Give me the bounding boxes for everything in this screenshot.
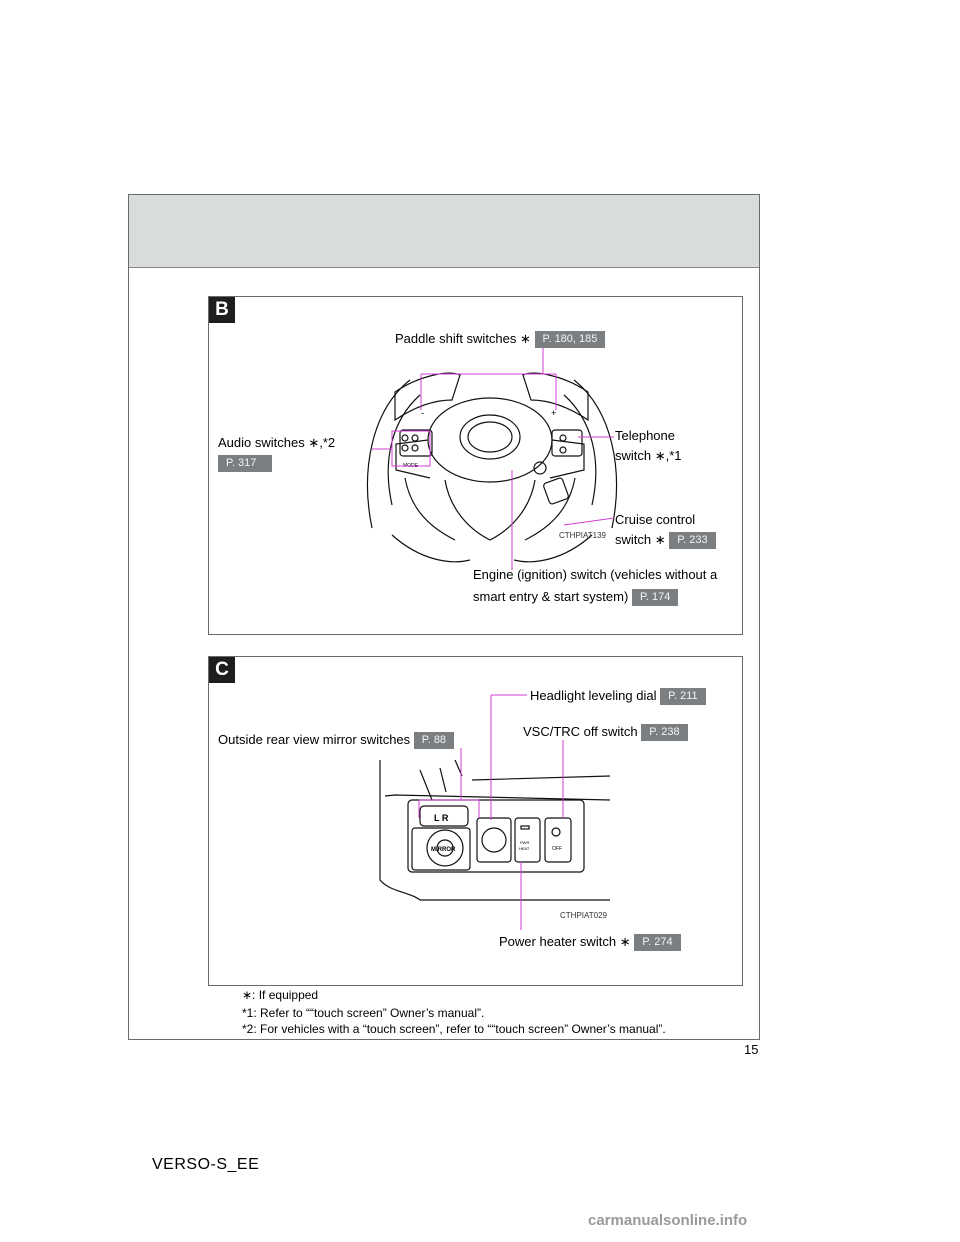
heater-text: Power heater switch ∗ xyxy=(499,934,631,949)
audio-switches-label: Audio switches ∗,*2 xyxy=(218,435,336,450)
mirror-ref[interactable]: P. 88 xyxy=(414,732,454,749)
console-illustration xyxy=(380,760,610,900)
heat-label: HEAT xyxy=(519,846,530,851)
cruise-ref[interactable]: P. 233 xyxy=(669,532,715,549)
mirror-label-row xyxy=(218,731,454,749)
telephone-line2: switch ∗,*1 xyxy=(615,448,682,463)
footnote-if-equipped: ∗: If equipped xyxy=(242,988,319,1002)
paddle-shift-text: Paddle shift switches ∗ xyxy=(395,331,531,346)
headlight-label xyxy=(530,687,706,705)
panel-b-image-code: CTHPIAT139 xyxy=(559,531,606,540)
headlight-text: Headlight leveling dial xyxy=(530,688,657,703)
watermark[interactable]: carmanualsonline.info xyxy=(588,1212,748,1229)
paddle-shift-label xyxy=(395,330,605,348)
page-number: 15 xyxy=(744,1042,759,1057)
telephone-line1: Telephone xyxy=(615,428,675,443)
heater-ref[interactable]: P. 274 xyxy=(634,934,680,951)
paddle-shift-ref[interactable]: P. 180, 185 xyxy=(535,331,606,348)
engine-line2-row xyxy=(473,588,678,606)
footnote-1: *1: Refer to ““touch screen” Owner’s manual”. xyxy=(242,1006,485,1020)
wheel-minus-label: - xyxy=(421,408,424,418)
model-code: VERSO-S_EE xyxy=(152,1156,260,1173)
panel-b-tag: B xyxy=(209,297,235,323)
wheel-mode-label: MODE xyxy=(403,463,418,469)
heater-label xyxy=(499,933,681,951)
vsc-text: VSC/TRC off switch xyxy=(523,724,638,739)
audio-switches-ref[interactable]: P. 317 xyxy=(218,455,272,472)
engine-line1: Engine (ignition) switch (vehicles without a xyxy=(473,567,718,582)
engine-line2: smart entry & start system) xyxy=(473,589,629,604)
headlight-ref[interactable]: P. 211 xyxy=(660,688,706,705)
mirror-text: Outside rear view mirror switches xyxy=(218,732,411,747)
cruise-line2-row xyxy=(615,531,716,549)
mirror-lr-label: L R xyxy=(434,813,449,823)
engine-ref[interactable]: P. 174 xyxy=(632,589,678,606)
cruise-line2: switch ∗ xyxy=(615,532,666,547)
vsc-label xyxy=(523,723,688,741)
cruise-line1: Cruise control xyxy=(615,512,696,527)
panel-c-tag: C xyxy=(209,657,235,683)
vsc-ref[interactable]: P. 238 xyxy=(641,724,687,741)
pwr-label: PWR xyxy=(520,840,530,845)
footnote-2: *2: For vehicles with a “touch screen”, refer to ““touch screen” Owner’s manual”. xyxy=(242,1022,666,1036)
mirror-label: MIRROR xyxy=(431,847,456,853)
wheel-plus-label: + xyxy=(551,408,557,418)
off-label: OFF xyxy=(552,846,562,852)
panel-c-image-code: CTHPIAT029 xyxy=(560,911,607,920)
